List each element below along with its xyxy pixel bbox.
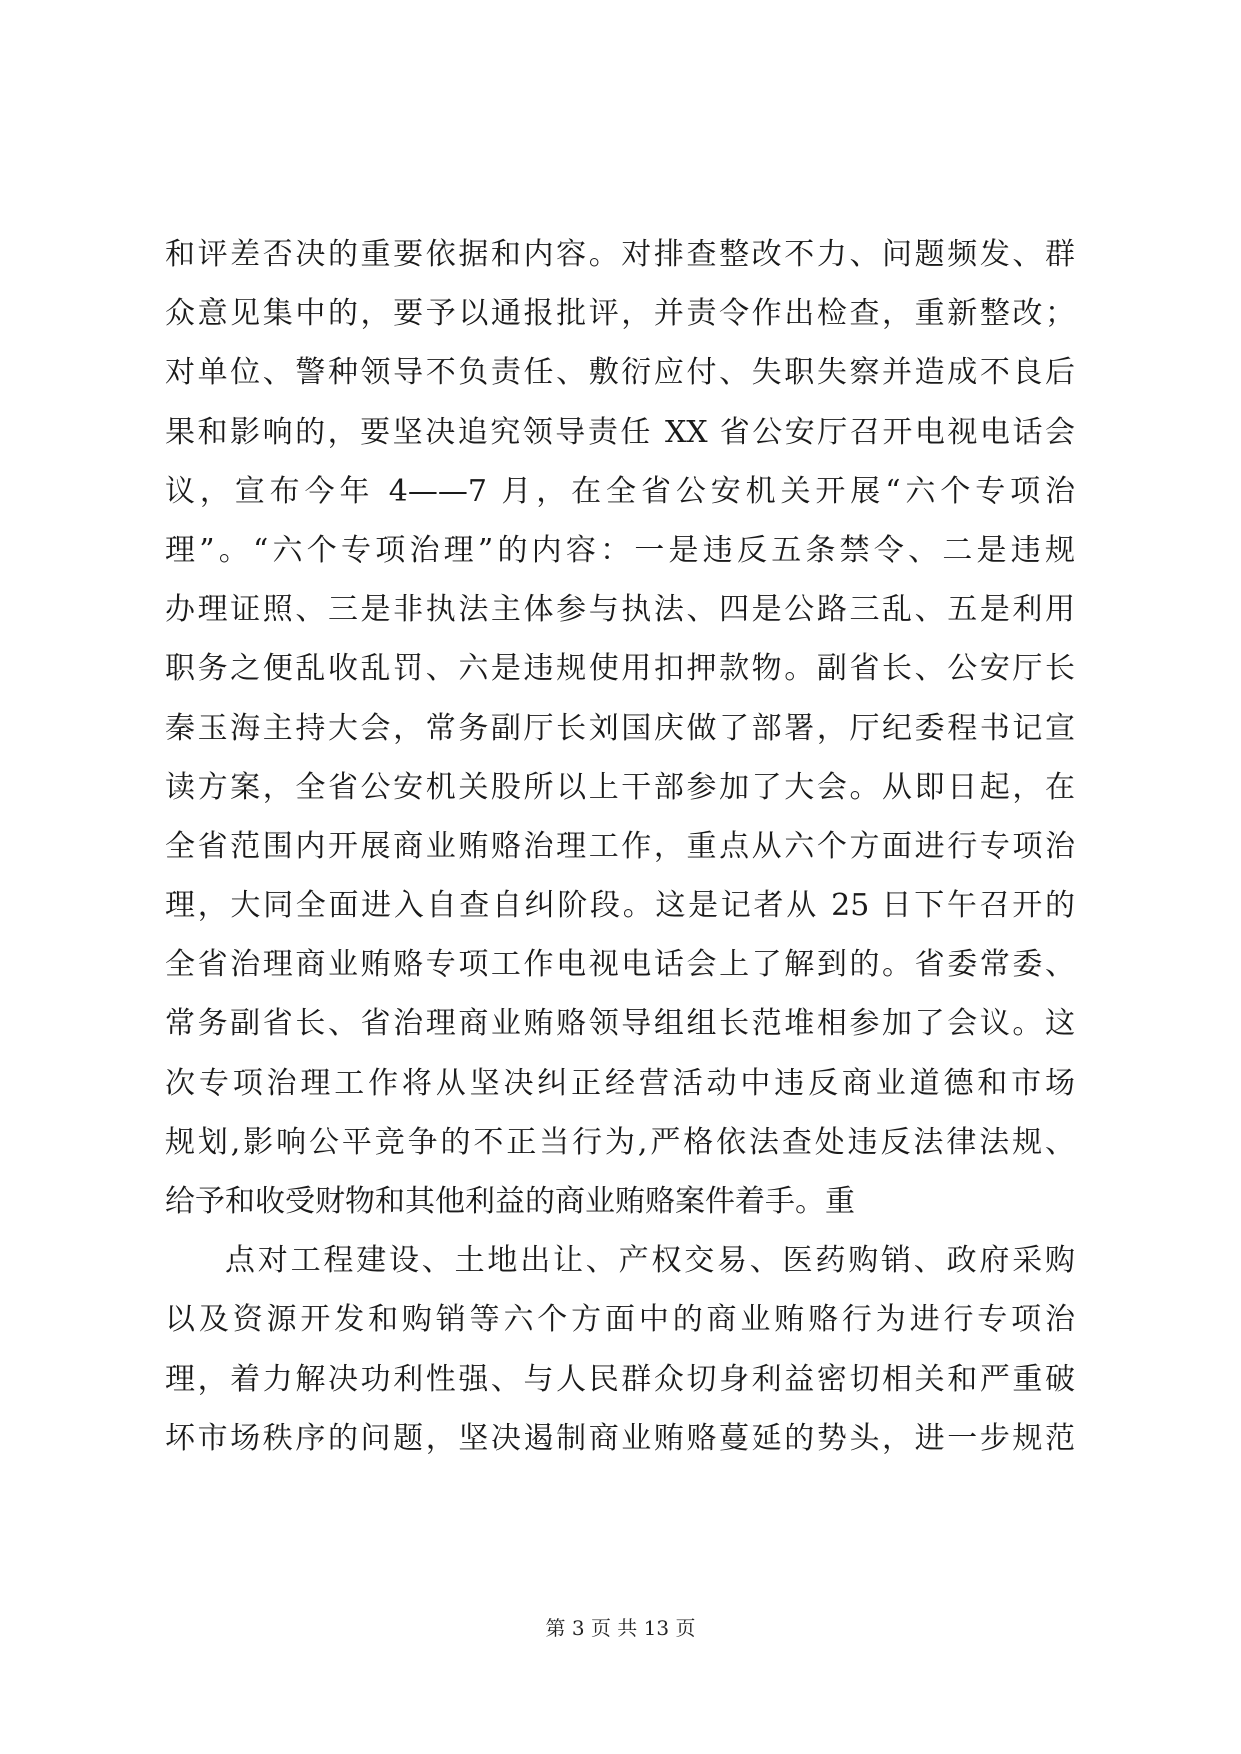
page-number-footer: 第 3 页 共 13 页 (545, 1616, 696, 1640)
text-line: 和评差否决的重要依据和内容。对排查整改不力、问题频发、群 (165, 237, 1075, 272)
text-line: 办理证照、三是非执法主体参与执法、四是公路三乱、五是利用 (165, 592, 1075, 628)
text-line: 议，宣布今年 4——7 月，在全省公安机关开展“六个专项治 (165, 473, 1075, 509)
text-line: 理，大同全面进入自查自纠阶段。这是记者从 25 日下午召开的 (165, 888, 1075, 924)
text-line: 全省范围内开展商业贿赂治理工作，重点从六个方面进行专项治 (165, 828, 1075, 864)
text-line: 坏市场秩序的问题，坚决遏制商业贿赂蔓延的势头，进一步规范 (165, 1420, 1075, 1456)
text-line: 理”。“六个专项治理”的内容：一是违反五条禁令、二是违规 (165, 532, 1075, 568)
text-line: 众意见集中的，要予以通报批评，并责令作出检查，重新整改； (165, 296, 1075, 332)
text-line: 秦玉海主持大会，常务副厅长刘国庆做了部署，厅纪委程书记宣 (165, 710, 1075, 746)
body-text (165, 225, 1075, 1468)
text-line: 理，着力解决功利性强、与人民群众切身利益密切相关和严重破 (165, 1361, 1075, 1397)
text-line: 对单位、警种领导不负责任、敷衍应付、失职失察并造成不良后 (165, 355, 1075, 391)
text-line: 次专项治理工作将从坚决纠正经营活动中违反商业道德和市场 (165, 1065, 1075, 1101)
text-line: 果和影响的，要坚决追究领导责任 XX 省公安厅召开电视电话会 (165, 414, 1075, 450)
text-line: 读方案，全省公安机关股所以上干部参加了大会。从即日起，在 (165, 769, 1075, 805)
text-line: 给予和收受财物和其他利益的商业贿赂案件着手。重 (165, 1184, 855, 1219)
text-line: 常务副省长、省治理商业贿赂领导组组长范堆相参加了会议。这 (165, 1006, 1075, 1042)
text-line: 全省治理商业贿赂专项工作电视电话会上了解到的。省委常委、 (165, 947, 1075, 983)
text-line: 点对工程建设、土地出让、产权交易、医药购销、政府采购 (225, 1243, 1075, 1279)
text-line: 职务之便乱收乱罚、六是违规使用扣押款物。副省长、公安厅长 (165, 651, 1075, 687)
text-line: 规划,影响公平竞争的不正当行为,严格依法查处违反法律法规、 (165, 1124, 1075, 1160)
text-line: 以及资源开发和购销等六个方面中的商业贿赂行为进行专项治 (165, 1302, 1075, 1338)
